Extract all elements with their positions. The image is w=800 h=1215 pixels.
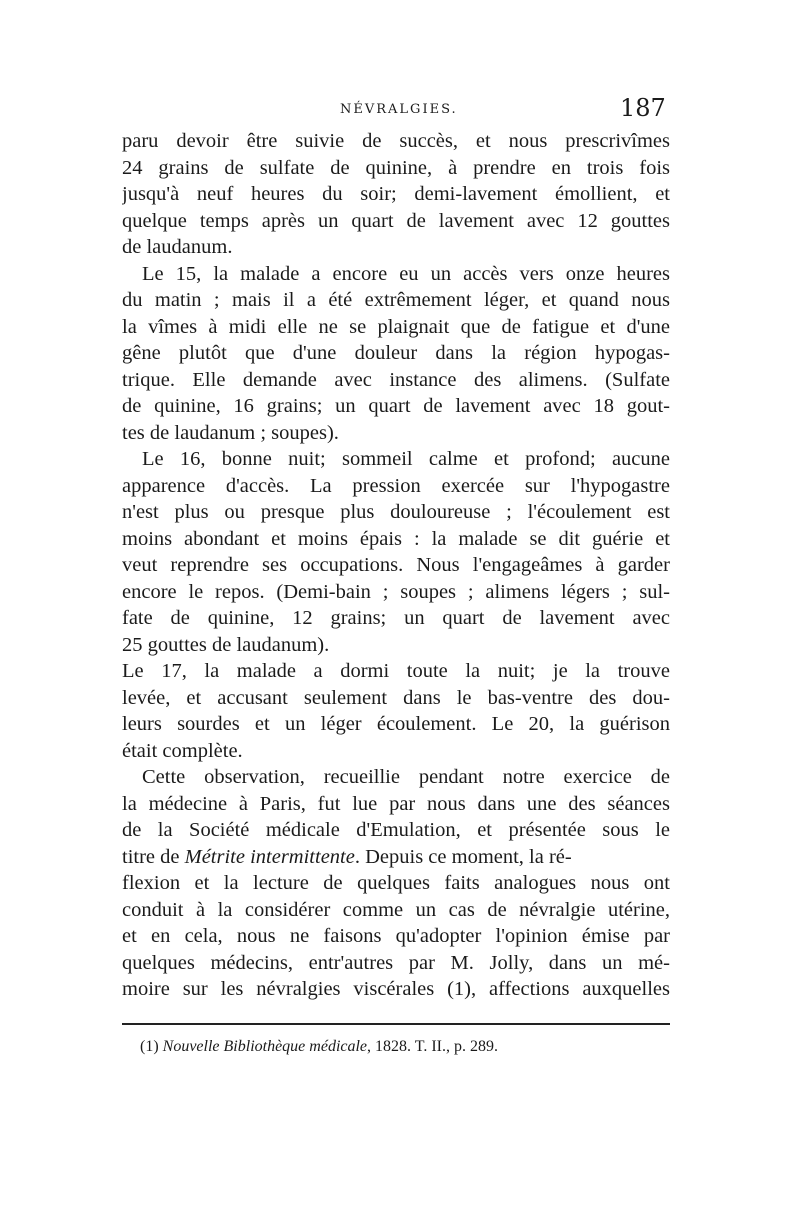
text-line: moins abondant et moins épais : la malade se dit guérie et — [122, 527, 670, 550]
text-line: flexion et la lecture de quelques faits analogues nous ont — [122, 872, 670, 894]
text-line: apparence d'accès. La pression exercée sur l'hypogastre — [122, 474, 670, 497]
text-line: Le 17, la malade a dormi toute la nuit; je la trouve — [122, 660, 670, 682]
text-line: gêne plutôt que d'une douleur dans la région hypogas- — [122, 342, 670, 364]
page-number: 187 — [620, 94, 666, 122]
running-head: NÉVRALGIES. — [340, 102, 458, 117]
text-line: du matin ; mais il a été extrêmement léger, et quand nous — [122, 289, 670, 311]
footnote-rule — [122, 1023, 670, 1025]
footnote — [140, 1038, 600, 1056]
text-line: levée, et accusant seulement dans le bas-ventre des dou- — [122, 686, 670, 709]
text-line: moire sur les névralgies viscérales (1), affections auxquelles — [122, 978, 670, 1000]
text-line: était complète. — [122, 739, 243, 762]
page-header — [0, 92, 800, 132]
text-line: Le 15, la malade a encore eu un accès vers onze heures — [142, 262, 670, 285]
text-line: de quinine, 16 grains; un quart de lavement avec 18 gout- — [122, 395, 670, 417]
text-line: tes de laudanum ; soupes). — [122, 421, 339, 444]
text-line: trique. Elle demande avec instance des alimens. (Sulfate — [122, 368, 670, 391]
body-text — [122, 128, 670, 1003]
text-line: de laudanum. — [122, 236, 233, 258]
footnote-title: Nouvelle Bibliothèque médicale — [162, 1038, 368, 1055]
text-line: fate de quinine, 12 grains; un quart de lavement avec — [122, 607, 670, 629]
text-line: encore le repos. (Demi-bain ; soupes ; alimens légers ; sul- — [122, 580, 670, 603]
text-line: conduit à la considérer comme un cas de névralgie utérine, — [122, 898, 670, 921]
text-line: 24 grains de sulfate de quinine, à prendre en trois fois — [122, 156, 670, 179]
text-line: 25 gouttes de laudanum). — [122, 633, 330, 656]
text-line: leurs sourdes et un léger écoulement. Le 20, la guérison — [122, 713, 670, 735]
text-line: la médecine à Paris, fut lue par nous dans une des séances — [122, 792, 670, 815]
text-line: de la Société médicale d'Emulation, et présentée sous le — [122, 819, 670, 841]
title-suffix: . Depuis ce moment, la ré- — [354, 845, 572, 868]
text-line: et en cela, nous ne faisons qu'adopter l'opinion émise par — [122, 925, 670, 947]
footnote-marker: (1) — [140, 1038, 159, 1055]
title-prefix: titre de — [122, 845, 180, 868]
text-line: quelques médecins, entr'autres par M. Jolly, dans un mé- — [122, 951, 670, 974]
italic-title: Métrite intermittente — [184, 845, 355, 868]
text-line: paru devoir être suivie de succès, et nous prescrivîmes — [122, 130, 670, 152]
footnote-rest: , 1828. T. II., p. 289. — [367, 1038, 498, 1055]
text-line: Cette observation, recueillie pendant notre exercice de — [142, 766, 670, 788]
text-line: la vîmes à midi elle ne se plaignait que de fatigue et d'une — [122, 315, 670, 338]
text-line: quelque temps après un quart de lavement avec 12 gouttes — [122, 209, 670, 232]
text-line: n'est plus ou presque plus douloureuse ; l'écoulement est — [122, 501, 670, 523]
text-line: Le 16, bonne nuit; sommeil calme et profond; aucune — [142, 448, 670, 470]
text-line — [122, 844, 670, 871]
text-line: veut reprendre ses occupations. Nous l'engageâmes à garder — [122, 554, 670, 576]
text-line: jusqu'à neuf heures du soir; demi-lavement émollient, et — [122, 183, 670, 205]
